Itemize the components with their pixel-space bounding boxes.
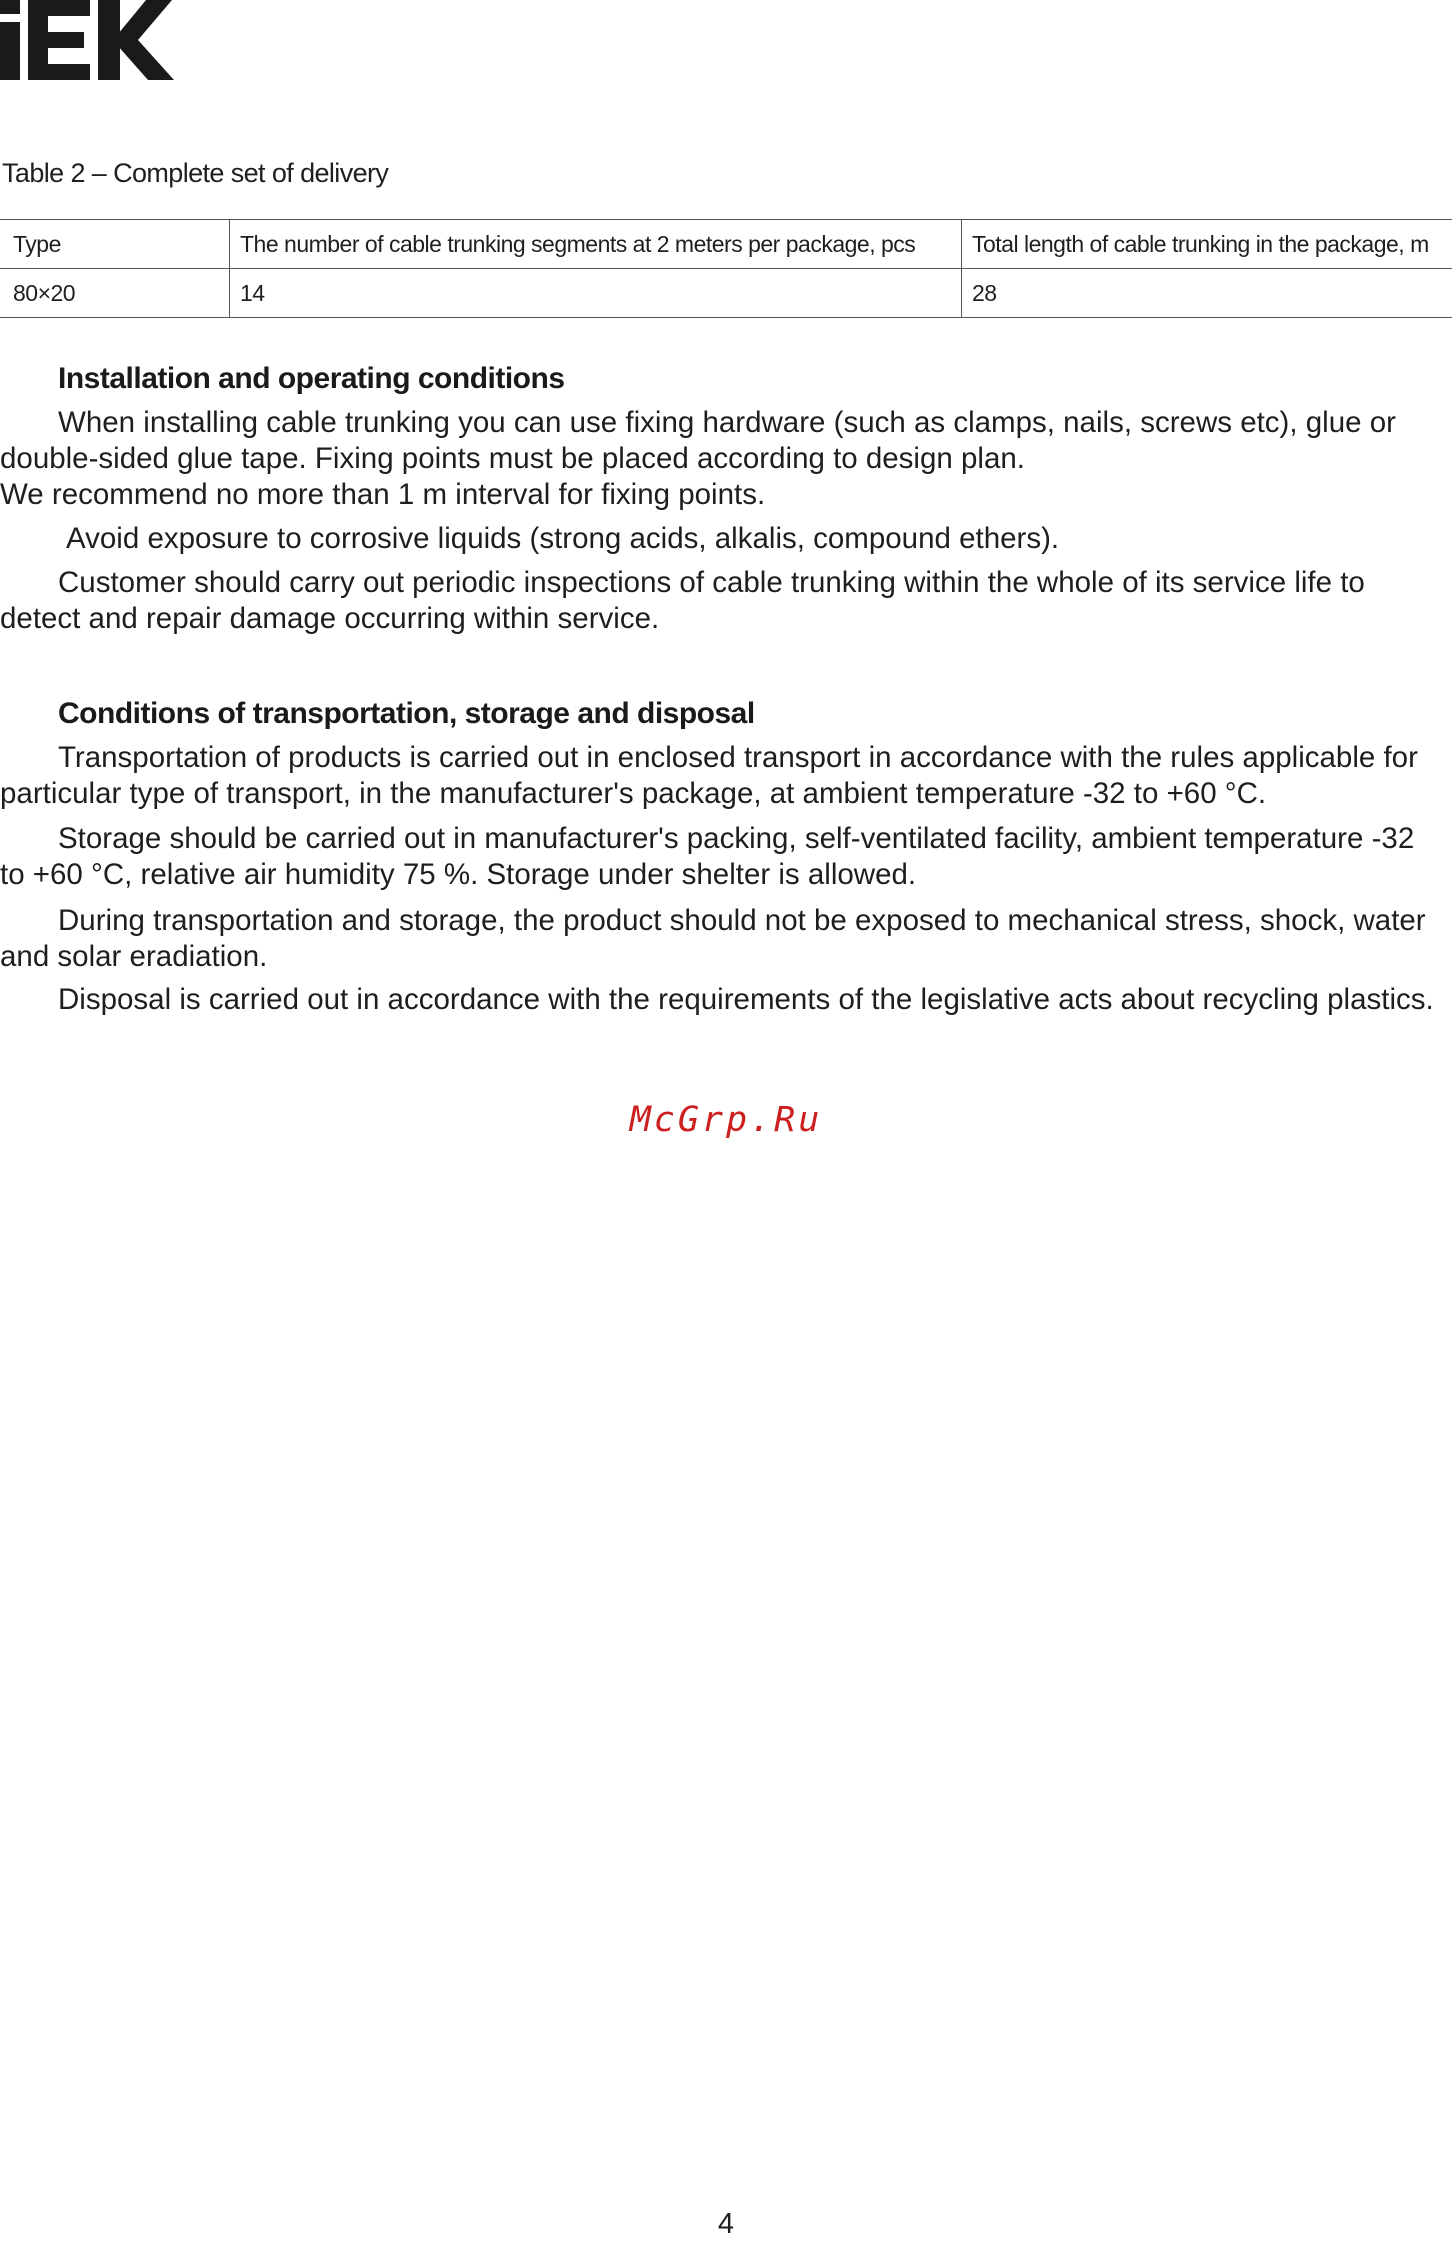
installation-heading: Installation and operating conditions — [58, 362, 565, 395]
transportation-paragraph-disposal: Disposal is carried out in accordance with the requirements of the legislative acts about recycling plastics. — [58, 983, 1434, 1016]
installation-section — [0, 361, 1440, 644]
cell-segments-count: 14 — [230, 269, 962, 318]
table-row — [0, 269, 1452, 318]
page-number-value: 4 — [717, 2208, 735, 2240]
cell-type: 80×20 — [0, 269, 230, 318]
installation-paragraph-inspection: Customer should carry out periodic inspections of cable trunking within the whole of its service life to detect and repair damage occurring within service. — [0, 566, 1365, 635]
cell-total-length: 28 — [962, 269, 1452, 318]
watermark: McGrp.Ru — [629, 1100, 823, 1140]
transportation-paragraph-stress: During transportation and storage, the product should not be exposed to mechanical stress, shock, water and solar eradiation. — [0, 904, 1426, 973]
installation-paragraph-corrosion: Avoid exposure to corrosive liquids (strong acids, alkalis, compound ethers). — [66, 522, 1060, 555]
transportation-paragraph-storage: Storage should be carried out in manufacturer's packing, self-ventilated facility, ambient temperature -32 to +60 °C, relative air humidity 75 %. Storage under shelter is allowed. — [0, 822, 1415, 891]
transportation-heading: Conditions of transportation, storage and disposal — [58, 697, 755, 730]
transportation-section — [0, 696, 1440, 1025]
table-caption: Table 2 – Complete set of delivery — [2, 158, 389, 188]
header-total-length: Total length of cable trunking in the package, m — [962, 220, 1452, 269]
header-type: Type — [0, 220, 230, 269]
table-header-row — [0, 220, 1452, 269]
installation-paragraph-interval: We recommend no more than 1 m interval for fixing points. — [0, 478, 766, 511]
installation-paragraph-fixing: When installing cable trunking you can use fixing hardware (such as clamps, nails, screws etc), glue or double-sided glue tape. Fixing points must be placed according to design plan. — [0, 406, 1396, 475]
header-segments-count: The number of cable trunking segments at 2 meters per package, pcs — [230, 220, 962, 269]
page-number — [0, 2208, 1452, 2241]
iek-logo-graphic — [0, 0, 174, 80]
delivery-table — [0, 219, 1452, 318]
iek-logo — [0, 0, 174, 80]
transportation-paragraph-transport: Transportation of products is carried out in enclosed transport in accordance with the rules applicable for particular type of transport, in the manufacturer's package, at ambient temperature -32 to +60 °C. — [0, 741, 1418, 810]
